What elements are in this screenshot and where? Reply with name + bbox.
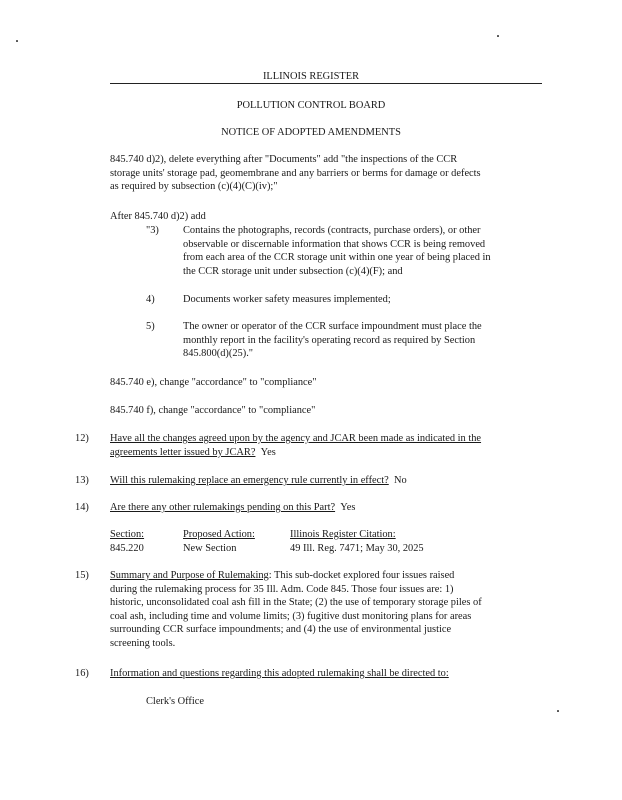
question-line: Have all the changes agreed upon by the agency and JCAR been made as indicated in the [110, 433, 482, 444]
item-line: Contains the photographs, records (contracts, purchase orders), or other [183, 225, 481, 236]
question-number: 13) [75, 475, 89, 486]
question-text: Will this rulemaking replace an emergency rule currently in effect? [110, 475, 389, 486]
summary-paragraph [110, 569, 482, 651]
scan-speck [557, 710, 559, 712]
summary-line: screening tools. [110, 637, 176, 649]
change-f-line: 845.740 f), change "accordance" to "compliance" [110, 405, 316, 416]
question-number: 14) [75, 502, 89, 513]
table-header-section: Section: [110, 529, 145, 540]
notice-title: NOTICE OF ADOPTED AMENDMENTS [221, 127, 401, 138]
item-number: 4) [146, 294, 155, 305]
item-text [183, 293, 391, 307]
paragraph-line: as required by subsection (c)(4)(C)(iv);" [110, 181, 278, 193]
summary-label: Summary and Purpose of Rulemaking [110, 570, 269, 581]
item-line: 845.800(d)(25)." [183, 348, 254, 360]
question-number: 16) [75, 668, 89, 679]
question-line: agreements letter issued by JCAR? [110, 446, 256, 458]
scan-speck [16, 40, 18, 42]
answer: Yes [340, 502, 356, 513]
table-cell: New Section [183, 543, 237, 554]
table-header-action: Proposed Action: [183, 529, 255, 540]
after-line: After 845.740 d)2) add [110, 211, 206, 222]
question-text: Are there any other rulemakings pending on this Part? [110, 502, 336, 513]
answer: No [393, 475, 407, 486]
answer: Yes [260, 446, 276, 458]
register-title: ILLINOIS REGISTER [262, 71, 360, 82]
table-cell: 845.220 [110, 543, 144, 554]
paragraph-line: 845.740 d)2), delete everything after "Documents" add "the inspections of the CCR [110, 154, 458, 165]
question-12 [110, 432, 481, 459]
header-rule [110, 83, 542, 84]
summary-line: : This sub-docket explored four issues raised [268, 570, 455, 581]
item-number: 5) [146, 321, 155, 332]
question-text: Information and questions regarding this adopted rulemaking shall be directed to: [110, 668, 449, 679]
summary-line: historic, unconsolidated coal ash fill in the State; (2) the use of temporary storage piles of [110, 597, 482, 609]
item-number: "3) [146, 225, 159, 236]
table-header-citation: Illinois Register Citation: [290, 529, 396, 540]
table-cell: 49 Ill. Reg. 7471; May 30, 2025 [290, 543, 424, 554]
summary-line: during the rulemaking process for 35 Ill. Adm. Code 845. Those four issues are: 1) [110, 583, 454, 595]
item-line: the CCR storage unit under subsection (c)(4)(F); and [183, 265, 403, 277]
paragraph-line: storage units' storage pad, geomembrane and any barriers or berms for damage or defects [110, 167, 481, 179]
amendment-paragraph [110, 153, 481, 194]
item-line: Documents worker safety measures implemented; [183, 294, 391, 305]
item-text [183, 224, 491, 278]
summary-line: coal ash, including time and volume limits; (3) fugitive dust monitoring plans for areas [110, 610, 472, 622]
question-14 [110, 501, 355, 515]
scan-speck [497, 35, 499, 37]
item-line: observable or discernable information that shows CCR is being removed [183, 238, 486, 250]
change-e-line: 845.740 e), change "accordance" to "compliance" [110, 377, 317, 388]
question-number: 15) [75, 570, 89, 581]
item-line: from each area of the CCR storage unit within one year of being placed in [183, 252, 491, 264]
summary-line: surrounding CCR surface impoundments; and (4) the use of environmental justice [110, 624, 452, 636]
board-name: POLLUTION CONTROL BOARD [236, 100, 386, 111]
item-line: monthly report in the facility's operating record as required by Section [183, 334, 476, 346]
question-number: 12) [75, 433, 89, 444]
item-line: The owner or operator of the CCR surface impoundment must place the [183, 321, 482, 332]
item-text [183, 320, 482, 361]
contact-office: Clerk's Office [146, 696, 204, 707]
question-13 [110, 474, 407, 488]
